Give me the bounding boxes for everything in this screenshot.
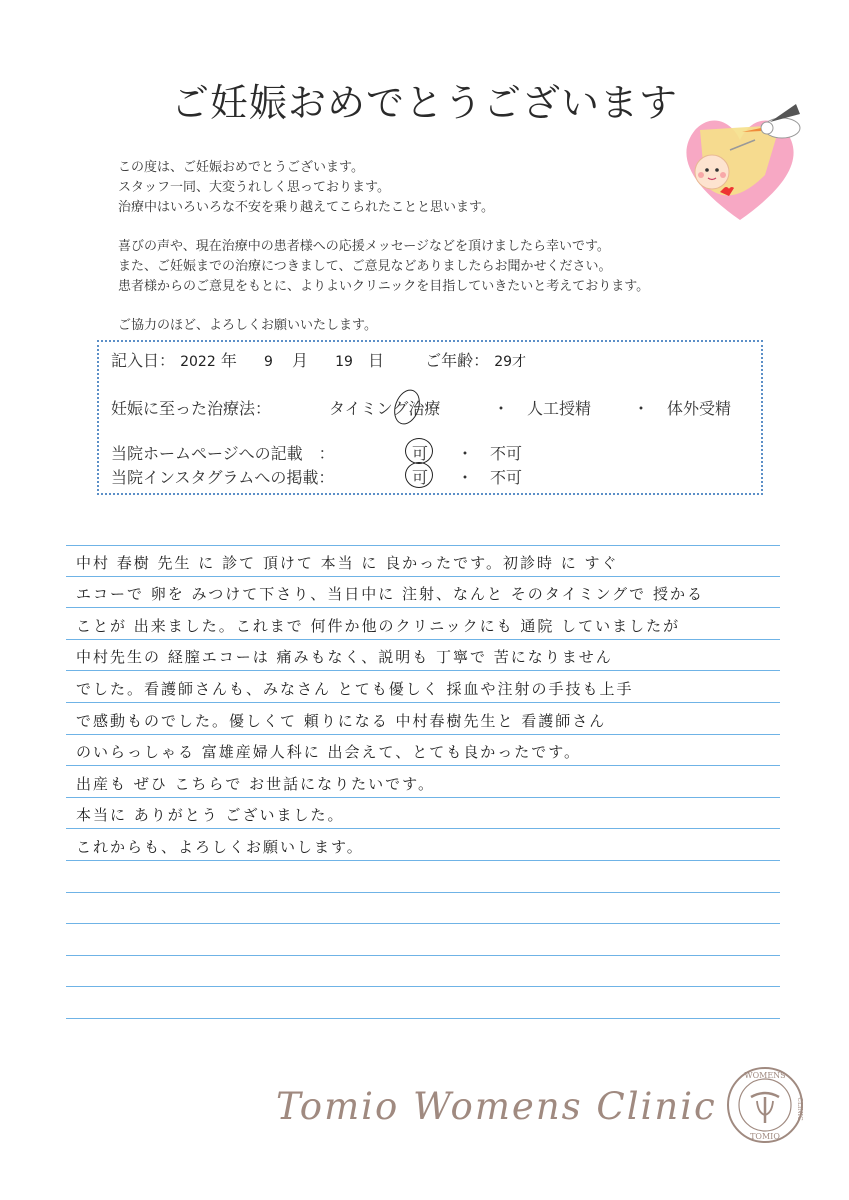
homepage-allow[interactable]: 可 [412, 444, 429, 463]
month-value[interactable]: 9 [263, 354, 273, 370]
date-label: 記入日： [111, 351, 176, 370]
intro-line: 治療中はいろいろな不安を乗り越えてこられたことと思います。 [118, 200, 494, 215]
message-line: 出産も ぜひ こちらで お世話になりたいです。 [66, 766, 780, 798]
homepage-label: 当院ホームページへの記載 ： [111, 444, 335, 463]
option-timing[interactable]: タイミング治療 [329, 399, 441, 418]
intro-line: 患者様からのご意見をもとに、よりよいクリニックを目指していきたいと考えております。 [118, 279, 650, 294]
year-unit: 年 [220, 351, 237, 370]
selection-circle [390, 386, 425, 428]
instagram-separator: ・ [457, 468, 474, 487]
message-line: 中村 春樹 先生 に 診て 頂けて 本当 に 良かったです。初診時 に すぐ [66, 545, 780, 577]
seal-text-top: WOMENS [744, 1071, 786, 1080]
instagram-allow[interactable]: 可 [412, 468, 429, 487]
selection-circle [405, 462, 433, 488]
seal-text-side: CLINIC [796, 1097, 803, 1121]
month-unit: 月 [291, 351, 308, 370]
message-line [66, 987, 780, 1019]
option-separator: ・ [633, 399, 650, 418]
selection-circle [405, 438, 433, 464]
instagram-label: 当院インスタグラムへの掲載： [111, 468, 335, 487]
message-line: のいらっしゃる 富雄産婦人科に 出会えて、とても良かったです。 [66, 735, 780, 767]
page-title: ご妊娠おめでとうございます [170, 81, 678, 125]
message-line: 中村先生の 経膣エコーは 痛みもなく、説明も 丁寧で 苦になりません [66, 640, 780, 672]
intro-closing: ご協力のほど、よろしくお願いいたします。 [118, 318, 377, 333]
intro-line: スタッフ一同、大変うれしく思っております。 [118, 180, 390, 195]
intro-line: 喜びの声や、現在治療中の患者様への応援メッセージなどを頂けましたら幸いです。 [118, 239, 610, 254]
message-area[interactable] [66, 545, 780, 1019]
date-age-row [111, 348, 751, 371]
homepage-disallow[interactable]: 不可 [490, 444, 523, 463]
option-ivf[interactable]: 体外受精 [667, 399, 732, 418]
message-line: でした。看護師さんも、みなさん とても優しく 採血や注射の手技も上手 [66, 671, 780, 703]
intro-line: この度は、ご妊娠おめでとうございます。 [118, 160, 364, 175]
age-value[interactable]: 29才 [494, 354, 527, 370]
message-line [66, 861, 780, 893]
message-line [66, 924, 780, 956]
message-line: 本当に ありがとう ございました。 [66, 798, 780, 830]
day-value[interactable]: 19 [335, 354, 353, 370]
message-line: で感動ものでした。優しくて 頼りになる 中村春樹先生と 看護師さん [66, 703, 780, 735]
intro-line: また、ご妊娠までの治療につきまして、ご意見などありましたらお聞かせください。 [118, 259, 612, 274]
treatment-label: 妊娠に至った治療法： [111, 399, 272, 418]
seal-text-bottom: TOMIO [750, 1132, 780, 1141]
year-value[interactable]: 2022 [180, 354, 216, 370]
clinic-seal-logo [725, 1065, 805, 1145]
clinic-logo-text: Tomio Womens Clinic [276, 1085, 717, 1128]
message-line: ことが 出来ました。これまで 何件か他のクリニックにも 通院 していましたが [66, 608, 780, 640]
intro-text [118, 158, 778, 336]
survey-form [97, 340, 763, 495]
message-line: エコーで 卵を みつけて下さり、当日中に 注射、なんと そのタイミングで 授かる [66, 577, 780, 609]
option-artificial-insemination[interactable]: 人工授精 [527, 399, 592, 418]
option-separator: ・ [493, 399, 510, 418]
age-label: ご年齢： [425, 351, 490, 370]
message-line [66, 893, 780, 925]
homepage-separator: ・ [457, 444, 474, 463]
day-unit: 日 [368, 351, 385, 370]
message-line [66, 956, 780, 988]
instagram-disallow[interactable]: 不可 [490, 468, 523, 487]
message-line: これからも、よろしくお願いします。 [66, 829, 780, 861]
